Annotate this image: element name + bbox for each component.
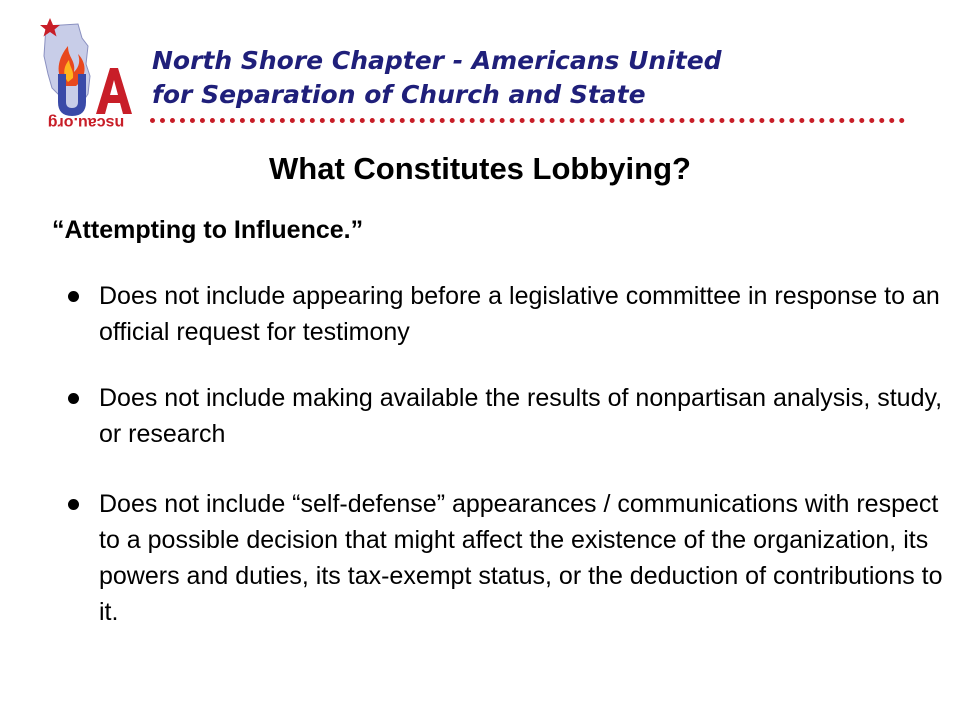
logo-url-text: nscau.org (47, 114, 125, 131)
org-title-line-1: North Shore Chapter - Americans United (152, 46, 722, 75)
slide-title: What Constitutes Lobbying? (269, 151, 691, 186)
bullet-dot-icon (68, 291, 79, 302)
bullet-item (64, 380, 944, 452)
bullet-text: Does not include appearing before a legislative committee in response to an official request for testimony (99, 282, 940, 346)
bullet-item (64, 486, 944, 630)
header-divider (150, 118, 905, 123)
org-title-line-2: for Separation of Church and State (152, 80, 646, 109)
org-title (152, 44, 722, 112)
bullet-text: Does not include “self-defense” appearances / communications with respect to a possible decision that might affect the existence of the organization, its powers and duties, its tax-exempt status, or the deduction of contributions to it. (99, 490, 943, 626)
bullet-dot-icon (68, 499, 79, 510)
bullet-dot-icon (68, 393, 79, 404)
a-letter-icon (96, 68, 132, 114)
nscau-logo (36, 16, 136, 132)
slide-subheading: “Attempting to Influence.” (52, 216, 364, 244)
bullet-text: Does not include making available the results of nonpartisan analysis, study, or research (99, 384, 943, 448)
bullet-list (64, 278, 944, 660)
bullet-item (64, 278, 944, 350)
